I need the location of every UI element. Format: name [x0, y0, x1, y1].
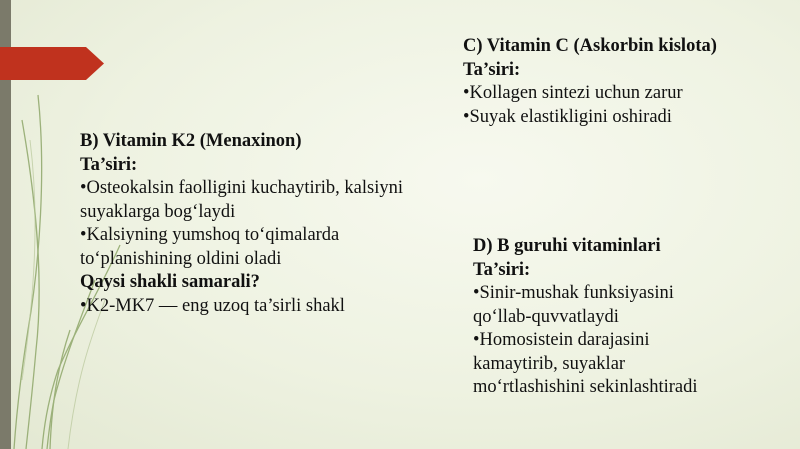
section-vitamin-b — [473, 235, 793, 400]
list-item-line: •Kalsiyning yumshoq to‘qimalarda — [80, 225, 340, 245]
question-heading: Qaysi shakli samarali? — [80, 272, 260, 292]
section-vitamin-c — [463, 35, 783, 129]
effect-label: Ta’siri: — [80, 154, 138, 175]
list-item-line: suyaklarga bog‘laydi — [80, 201, 236, 222]
section-vitamin-k2 — [80, 130, 450, 318]
section-title: D) B guruhi vitaminlari — [473, 236, 661, 256]
list-item-line: to‘planishining oldini oladi — [80, 248, 282, 269]
list-item-line: kamaytirib, suyaklar — [473, 353, 626, 374]
red-arrow-shape — [0, 47, 104, 80]
list-item-line: qo‘llab-quvvatlaydi — [473, 306, 619, 327]
list-item-line: •Osteokalsin faolligini kuchaytirib, kalsiyni — [80, 178, 403, 198]
list-item: •Suyak elastikligini oshiradi — [463, 106, 672, 127]
answer-item: •K2-MK7 — eng uzoq ta’sirli shakl — [80, 295, 345, 316]
effect-label: Ta’siri: — [463, 59, 521, 80]
section-title: B) Vitamin K2 (Menaxinon) — [80, 131, 302, 151]
effect-label: Ta’siri: — [473, 259, 531, 280]
section-title: C) Vitamin C (Askorbin kislota) — [463, 36, 717, 56]
list-item-line: mo‘rtlashishini sekinlashtiradi — [473, 377, 698, 397]
list-item-line: •Sinir-mushak funksiyasini — [473, 283, 674, 303]
list-item-line: •Homosistein darajasini — [473, 330, 650, 350]
list-item: •Kollagen sintezi uchun zarur — [463, 83, 683, 103]
